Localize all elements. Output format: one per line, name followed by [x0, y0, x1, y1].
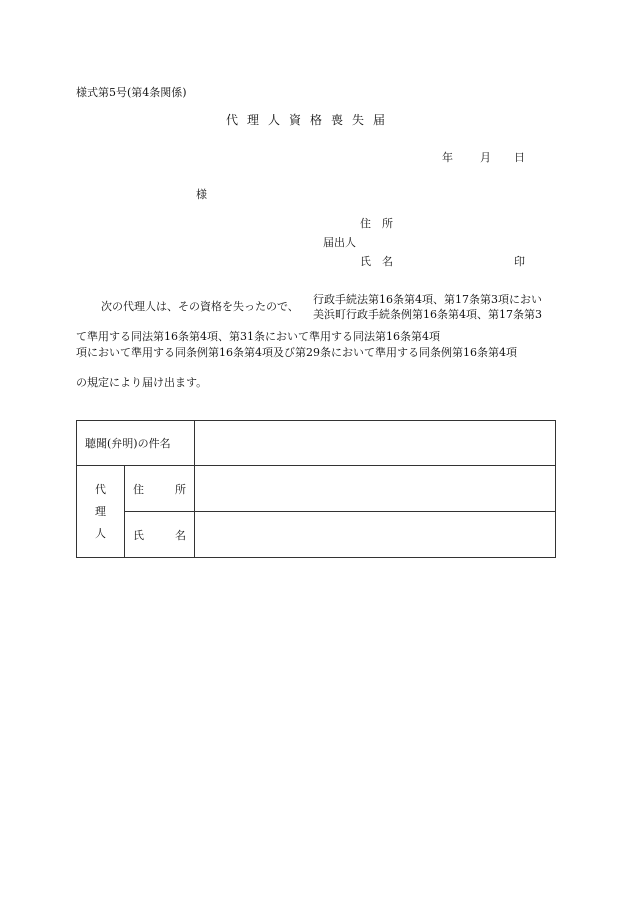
body-line-4: 項において準用する同条例第16条第4項及び第29条において準用する同条例第16条第4項	[76, 346, 517, 359]
agent-char: 理	[95, 504, 106, 518]
body-lead: 次の代理人は、その資格を失ったので、	[101, 300, 299, 313]
hearing-subject-label: 聴聞(弁明)の件名	[77, 421, 195, 466]
agent-name-field[interactable]	[195, 512, 556, 558]
hearing-subject-field[interactable]	[195, 421, 556, 466]
date-month: 月	[480, 151, 491, 164]
notifier-address-label: 住 所	[360, 217, 393, 230]
body-line-1: 行政手続法第16条第4項、第17条第3項におい	[313, 293, 542, 306]
addressee-suffix: 様	[196, 188, 207, 201]
agent-name-label	[125, 512, 195, 558]
name-char: 名	[175, 528, 186, 542]
agent-address-label	[125, 466, 195, 512]
address-char: 住	[133, 482, 144, 496]
form-number: 様式第5号(第4条関係)	[76, 86, 187, 99]
info-table	[76, 420, 556, 558]
date-day: 日	[514, 151, 525, 164]
body-line-3: て準用する同法第16条第4項、第31条において準用する同法第16条第4項	[76, 330, 440, 343]
agent-address-field[interactable]	[195, 466, 556, 512]
form-title: 代理人資格喪失届	[226, 113, 395, 127]
date-year: 年	[442, 151, 453, 164]
agent-char: 代	[95, 482, 106, 496]
name-char: 氏	[133, 528, 144, 542]
agent-char: 人	[95, 526, 106, 540]
notifier-name-label: 氏 名	[360, 255, 393, 268]
body-closing: の規定により届け出ます。	[76, 376, 208, 389]
agent-label	[77, 466, 125, 558]
body-line-2: 美浜町行政手続条例第16条第4項、第17条第3	[313, 308, 542, 321]
notifier-label: 届出人	[323, 236, 356, 249]
address-char: 所	[175, 482, 186, 496]
seal-mark: 印	[514, 255, 525, 268]
